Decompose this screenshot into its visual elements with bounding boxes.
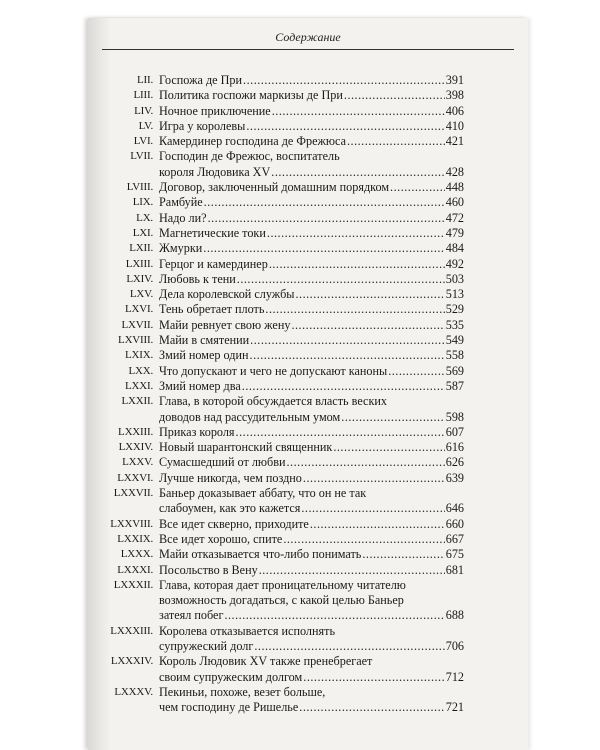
- chapter-title-line: затеял побег: [159, 608, 224, 623]
- page-number: 503: [445, 271, 464, 286]
- dot-leader: [333, 440, 444, 455]
- page-number: 460: [445, 195, 464, 210]
- chapter-title-last-line: [159, 241, 464, 256]
- page-number: 712: [445, 669, 464, 684]
- chapter-title-line: короля Людовика XV: [159, 164, 271, 179]
- dot-leader: [271, 165, 444, 180]
- chapter-title-line: Сумасшедший от любви: [159, 455, 286, 470]
- chapter-title-line: Госпожа де При: [159, 73, 243, 87]
- chapter-title: [159, 119, 464, 134]
- dot-leader: [267, 226, 445, 241]
- chapter-title: [159, 73, 464, 88]
- chapter-title: [159, 226, 464, 241]
- chapter-title-last-line: [159, 379, 464, 394]
- dot-leader: [295, 287, 444, 302]
- chapter-number: LX.: [136, 211, 153, 224]
- chapter-number: LXVI.: [124, 303, 153, 316]
- chapter-title-line: Змий номер два: [159, 378, 241, 393]
- page-number: 660: [445, 516, 464, 531]
- chapter-title-line: Баньер доказывает аббату, что он не так: [159, 486, 367, 501]
- chapter-title: [159, 563, 464, 578]
- chapter-title-last-line: [159, 455, 464, 470]
- page-number: 721: [445, 700, 464, 715]
- chapter-title-line: Герцог и камердинер: [159, 256, 268, 271]
- chapter-title: [159, 547, 464, 562]
- toc-entry: [88, 272, 528, 287]
- chapter-title: [159, 257, 464, 272]
- chapter-number: LIV.: [134, 104, 153, 117]
- toc-entry: [88, 471, 528, 486]
- chapter-title: [159, 318, 464, 333]
- chapter-title-last-line: [159, 73, 464, 88]
- chapter-title-last-line: [159, 287, 464, 302]
- chapter-title-line: Глава, в которой обсуждается власть веских: [159, 394, 387, 409]
- toc-entry: [88, 517, 528, 532]
- chapter-title: [159, 134, 464, 149]
- toc-entry: [88, 134, 528, 149]
- chapter-number: LXXIV.: [118, 441, 153, 454]
- chapter-title: [159, 455, 464, 470]
- chapter-title-line: Что допускают и чего не допускают каноны: [159, 363, 388, 378]
- page-number: 421: [445, 134, 464, 149]
- chapter-title-line: Тень обретает плоть: [159, 302, 265, 317]
- toc-entry: [88, 394, 528, 425]
- chapter-title-last-line: [159, 670, 464, 685]
- dot-leader: [303, 670, 444, 685]
- chapter-number: LXVII.: [121, 318, 153, 331]
- chapter-title-line: Надо ли?: [159, 210, 207, 225]
- dot-leader: [224, 608, 444, 623]
- chapter-title-last-line: [159, 440, 464, 455]
- chapter-title-last-line: [159, 364, 464, 379]
- chapter-title-line: Майи в смятении: [159, 333, 250, 348]
- toc-entry: [88, 685, 528, 716]
- toc-entry: [88, 119, 528, 134]
- toc-entry: [88, 302, 528, 317]
- dot-leader: [347, 134, 445, 149]
- page-number: 484: [445, 241, 464, 256]
- chapter-number: LVII.: [130, 150, 153, 163]
- chapter-number: LIX.: [132, 196, 153, 209]
- toc-entry: [88, 578, 528, 624]
- chapter-title-line: Глава, которая дает проницательному читателю: [159, 577, 406, 592]
- chapter-title-last-line: [159, 501, 464, 516]
- chapter-title: [159, 333, 464, 348]
- chapter-number: LXI.: [132, 226, 153, 239]
- dot-leader: [390, 180, 445, 195]
- toc-entry: [88, 88, 528, 103]
- chapter-number: LV.: [138, 119, 153, 132]
- dot-leader: [310, 517, 445, 532]
- toc-entry: [88, 211, 528, 226]
- page-number: 549: [445, 333, 464, 348]
- chapter-title-line: Пекиньи, похоже, везет больше,: [159, 684, 326, 699]
- page-number: 391: [445, 73, 464, 87]
- chapter-number: LII.: [137, 74, 153, 86]
- toc-entry: [88, 654, 528, 685]
- chapter-title-line: Дела королевской службы: [159, 287, 295, 302]
- dot-leader: [272, 104, 445, 119]
- chapter-title-last-line: [159, 104, 464, 119]
- dot-leader: [388, 364, 445, 379]
- page-number: 626: [445, 455, 464, 470]
- chapter-title: [159, 379, 464, 394]
- dot-leader: [265, 302, 444, 317]
- chapter-title: [159, 241, 464, 256]
- toc-entry: [88, 455, 528, 470]
- page-number: 472: [445, 210, 464, 225]
- dot-leader: [246, 119, 444, 134]
- chapter-title-line: доводов над рассудительным умом: [159, 409, 341, 424]
- toc-entry: [88, 73, 528, 88]
- page-number: 569: [445, 363, 464, 378]
- page-number: 406: [445, 103, 464, 118]
- chapter-title: [159, 302, 464, 317]
- page-number: 448: [445, 180, 464, 195]
- chapter-title-line: Все идет хорошо, спите: [159, 531, 283, 546]
- page-number: 598: [445, 409, 464, 424]
- chapter-title: [159, 348, 464, 363]
- chapter-title-last-line: [159, 165, 464, 180]
- toc-entry: [88, 180, 528, 195]
- chapter-title-line: Магнетические токи: [159, 225, 266, 240]
- page-number: 706: [445, 638, 464, 653]
- chapter-title: [159, 88, 464, 103]
- page-number: 616: [445, 440, 464, 455]
- toc-entry: [88, 532, 528, 547]
- chapter-title-line: Змий номер один: [159, 348, 249, 363]
- page-number: 558: [445, 348, 464, 363]
- chapter-title-line: Рамбуйе: [159, 195, 203, 210]
- chapter-title-line: Игра у королевы: [159, 118, 246, 133]
- chapter-title-line: Майи ревнует свою жену: [159, 317, 291, 332]
- chapter-title: [159, 104, 464, 119]
- header-rule: [102, 49, 514, 50]
- page-number: 688: [445, 608, 464, 623]
- dot-leader: [303, 471, 445, 486]
- page-header: Содержание: [275, 30, 341, 44]
- chapter-title-line: Посольство в Вену: [159, 562, 258, 577]
- chapter-number: LXXXIII.: [110, 624, 153, 637]
- dot-leader: [341, 410, 444, 425]
- chapter-number: LXIV.: [126, 272, 153, 285]
- chapter-title-line: чем господину де Ришелье: [159, 700, 299, 715]
- dot-leader: [242, 379, 445, 394]
- page-number: 535: [445, 317, 464, 332]
- chapter-title-line: Королева отказывается исполнять: [159, 623, 336, 638]
- chapter-number: LVIII.: [126, 181, 153, 194]
- page-number: 587: [445, 378, 464, 393]
- chapter-title-line: Ночное приключение: [159, 103, 271, 118]
- chapter-title-line: Майи отказывается что-либо понимать: [159, 547, 362, 562]
- chapter-number: LXXIII.: [118, 425, 153, 438]
- dot-leader: [291, 318, 444, 333]
- chapter-title-line: Новый шарантонский священник: [159, 440, 333, 455]
- toc-entry: [88, 241, 528, 256]
- dot-leader: [259, 563, 445, 578]
- chapter-title-last-line: [159, 226, 464, 241]
- chapter-title: [159, 624, 464, 655]
- chapter-title-line: возможность догадаться, с какой целью Баньер: [159, 593, 404, 608]
- toc-entry: [88, 226, 528, 241]
- chapter-number: LXXXII.: [113, 578, 153, 591]
- chapter-title-line: своим супружеским долгом: [159, 669, 303, 684]
- chapter-title-last-line: [159, 547, 464, 562]
- page-number: 639: [445, 470, 464, 485]
- chapter-title: [159, 471, 464, 486]
- chapter-title-last-line: [159, 211, 464, 226]
- page-number: 667: [445, 531, 464, 546]
- chapter-title-last-line: [159, 257, 464, 272]
- chapter-title-last-line: [159, 563, 464, 578]
- chapter-number: LXXXIV.: [110, 655, 153, 668]
- dot-leader: [344, 88, 445, 103]
- chapter-number: LXIII.: [125, 257, 153, 270]
- chapter-title-last-line: [159, 180, 464, 195]
- chapter-title-last-line: [159, 532, 464, 547]
- dot-leader: [362, 547, 444, 562]
- page-number: 398: [445, 88, 464, 103]
- chapter-title: [159, 149, 464, 180]
- chapter-title-last-line: [159, 134, 464, 149]
- chapter-title: [159, 394, 464, 425]
- dot-leader: [269, 257, 445, 272]
- toc-entry: [88, 486, 528, 517]
- page-number: 513: [445, 287, 464, 302]
- chapter-title-last-line: [159, 333, 464, 348]
- chapter-number: LXX.: [128, 364, 153, 377]
- page-number: 479: [445, 225, 464, 240]
- page-number: 410: [445, 118, 464, 133]
- toc-entry: [88, 348, 528, 363]
- chapter-number: LXXV.: [122, 456, 153, 469]
- chapter-title-last-line: [159, 88, 464, 103]
- chapter-title: [159, 425, 464, 440]
- chapter-title: [159, 211, 464, 226]
- chapter-title-line: Жмурки: [159, 241, 203, 256]
- chapter-title-line: Любовь к тени: [159, 271, 236, 286]
- chapter-title-last-line: [159, 700, 464, 715]
- chapter-title-line: слабоумен, как это кажется: [159, 501, 301, 516]
- chapter-title-last-line: [159, 517, 464, 532]
- chapter-title: [159, 287, 464, 302]
- chapter-number: LXVIII.: [118, 334, 153, 347]
- dot-leader: [299, 700, 444, 715]
- chapter-title: [159, 578, 464, 624]
- chapter-title-last-line: [159, 272, 464, 287]
- chapter-title: [159, 685, 464, 716]
- chapter-title-line: Все идет скверно, приходите: [159, 516, 309, 531]
- chapter-title-last-line: [159, 119, 464, 134]
- chapter-title: [159, 364, 464, 379]
- chapter-title: [159, 517, 464, 532]
- toc-entry: [88, 287, 528, 302]
- chapter-title-last-line: [159, 410, 464, 425]
- chapter-title-line: Политика госпожи маркизы де При: [159, 88, 343, 103]
- chapter-title: [159, 440, 464, 455]
- chapter-number: LVI.: [133, 135, 153, 148]
- chapter-number: LXXII.: [121, 395, 153, 408]
- chapter-number: LXII.: [129, 242, 153, 255]
- dot-leader: [283, 532, 444, 547]
- chapter-title-line: Договор, заключенный домашним порядком: [159, 180, 390, 195]
- chapter-number: LXXI.: [124, 379, 153, 392]
- chapter-number: LXXVI.: [117, 471, 153, 484]
- chapter-title-line: Король Людовик XV также пренебрегает: [159, 654, 373, 669]
- page-number: 646: [445, 501, 464, 516]
- chapter-title-last-line: [159, 608, 464, 623]
- dot-leader: [250, 333, 445, 348]
- toc-entry: [88, 624, 528, 655]
- toc-entry: [88, 104, 528, 119]
- chapter-title: [159, 272, 464, 287]
- chapter-title-line: Камердинер господина де Фрежюса: [159, 134, 346, 149]
- dot-leader: [287, 455, 445, 470]
- chapter-title-last-line: [159, 639, 464, 654]
- dot-leader: [208, 211, 445, 226]
- toc-entry: [88, 257, 528, 272]
- toc-entry: [88, 333, 528, 348]
- chapter-title: [159, 180, 464, 195]
- toc-entry: [88, 195, 528, 210]
- chapter-number: LXXIX.: [117, 532, 153, 545]
- chapter-number: LIII.: [133, 89, 153, 102]
- toc-entry: [88, 379, 528, 394]
- toc-entry: [88, 440, 528, 455]
- dot-leader: [250, 348, 445, 363]
- dot-leader: [301, 501, 444, 516]
- dot-leader: [237, 272, 445, 287]
- dot-leader: [254, 639, 444, 654]
- dot-leader: [204, 195, 445, 210]
- page-number: 529: [445, 302, 464, 317]
- toc-entry: [88, 547, 528, 562]
- chapter-title: [159, 532, 464, 547]
- chapter-number: LXIX.: [124, 349, 153, 362]
- chapter-title-line: Приказ короля: [159, 424, 235, 439]
- chapter-title-last-line: [159, 348, 464, 363]
- chapter-title-last-line: [159, 471, 464, 486]
- chapter-number: LXXVIII.: [110, 517, 153, 530]
- chapter-number: LXXVII.: [113, 487, 153, 500]
- chapter-title-line: Господин де Фрежюс, воспитатель: [159, 149, 340, 164]
- toc-entry: [88, 149, 528, 180]
- toc-entry: [88, 318, 528, 333]
- chapter-number: LXV.: [129, 288, 153, 301]
- book-page: [88, 18, 528, 750]
- chapter-title-line: Лучше никогда, чем поздно: [159, 470, 302, 485]
- chapter-title: [159, 486, 464, 517]
- chapter-number: LXXX.: [120, 548, 153, 561]
- toc-entry: [88, 364, 528, 379]
- chapter-title-last-line: [159, 195, 464, 210]
- page-number: 428: [445, 164, 464, 179]
- toc-entry: [88, 563, 528, 578]
- chapter-title: [159, 195, 464, 210]
- page-number: 681: [445, 562, 464, 577]
- dot-leader: [236, 425, 445, 440]
- table-of-contents: [88, 73, 528, 715]
- dot-leader: [203, 241, 444, 256]
- chapter-title: [159, 654, 464, 685]
- page-number: 492: [445, 256, 464, 271]
- toc-entry: [88, 425, 528, 440]
- page-number: 675: [445, 547, 464, 562]
- chapter-title-last-line: [159, 425, 464, 440]
- chapter-number: LXXXI.: [117, 563, 153, 576]
- dot-leader: [243, 73, 445, 88]
- chapter-number: LXXXV.: [114, 685, 153, 698]
- chapter-title-line: супружеский долг: [159, 638, 254, 653]
- chapter-title-last-line: [159, 302, 464, 317]
- page-number: 607: [445, 424, 464, 439]
- chapter-title-last-line: [159, 318, 464, 333]
